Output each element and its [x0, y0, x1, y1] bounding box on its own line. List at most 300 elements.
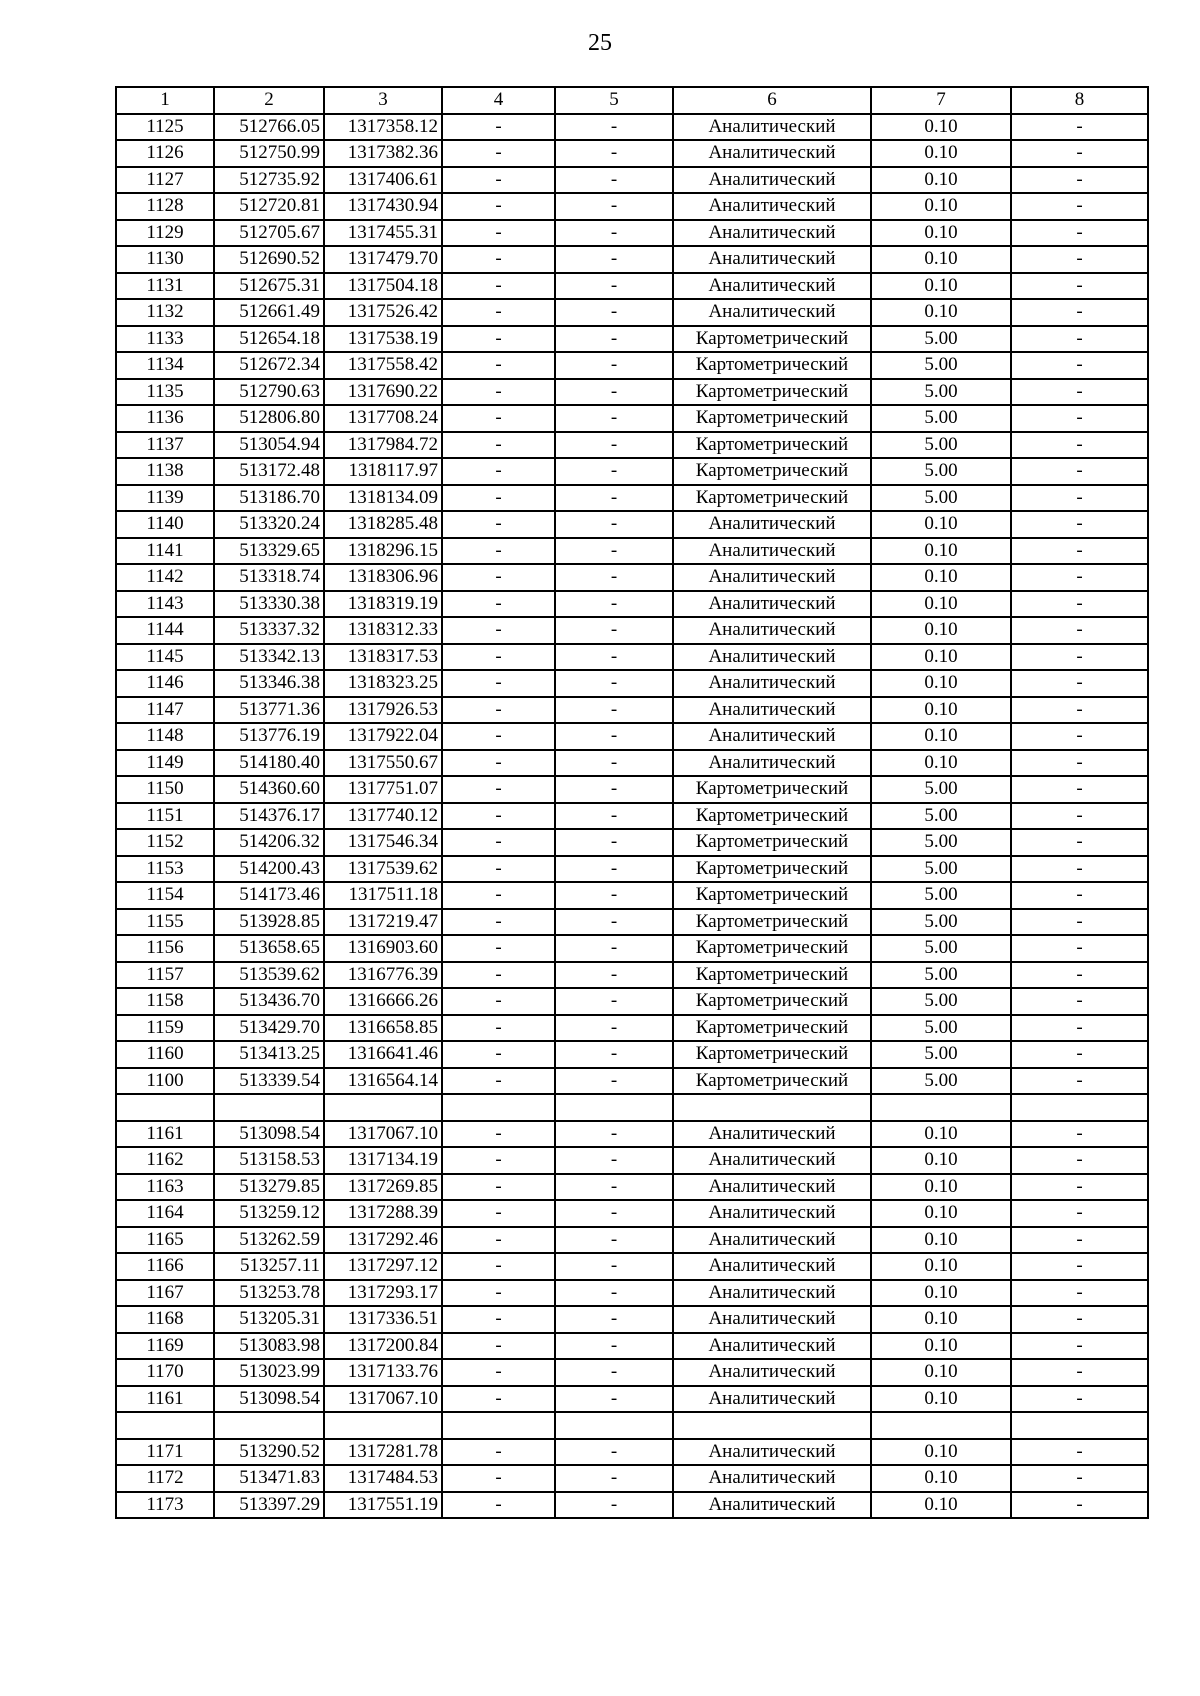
- cell-col8-value: -: [1011, 167, 1148, 194]
- cell-col5-value: -: [555, 909, 673, 936]
- cell-col5-value: -: [555, 273, 673, 300]
- cell-accuracy: 0.10: [871, 511, 1011, 538]
- cell-y-coordinate: 1317526.42: [324, 299, 442, 326]
- table-row: [116, 1068, 1148, 1095]
- cell-col5-value: -: [555, 1306, 673, 1333]
- cell-accuracy: 0.10: [871, 193, 1011, 220]
- cell-accuracy: 0.10: [871, 670, 1011, 697]
- cell-accuracy: 5.00: [871, 432, 1011, 459]
- cell-method: Аналитический: [673, 617, 871, 644]
- cell-point-number: 1164: [116, 1200, 214, 1227]
- cell-point-number: 1136: [116, 405, 214, 432]
- cell-accuracy: 0.10: [871, 697, 1011, 724]
- cell-point-number: [116, 1412, 214, 1439]
- cell-accuracy: 5.00: [871, 1068, 1011, 1095]
- cell-col4-value: [442, 1412, 555, 1439]
- cell-y-coordinate: 1317708.24: [324, 405, 442, 432]
- cell-accuracy: 5.00: [871, 1015, 1011, 1042]
- cell-col4-value: -: [442, 1200, 555, 1227]
- cell-y-coordinate: 1318134.09: [324, 485, 442, 512]
- cell-y-coordinate: 1317067.10: [324, 1386, 442, 1413]
- cell-col4-value: -: [442, 1174, 555, 1201]
- cell-col8-value: -: [1011, 750, 1148, 777]
- cell-method: Картометрический: [673, 352, 871, 379]
- cell-x-coordinate: 514173.46: [214, 882, 324, 909]
- cell-point-number: 1129: [116, 220, 214, 247]
- cell-col8-value: -: [1011, 1015, 1148, 1042]
- cell-x-coordinate: 513023.99: [214, 1359, 324, 1386]
- cell-col4-value: -: [442, 670, 555, 697]
- cell-col8-value: -: [1011, 193, 1148, 220]
- cell-accuracy: 0.10: [871, 723, 1011, 750]
- table-row: [116, 1359, 1148, 1386]
- cell-method: Картометрический: [673, 909, 871, 936]
- cell-method: Аналитический: [673, 167, 871, 194]
- cell-x-coordinate: 512690.52: [214, 246, 324, 273]
- cell-y-coordinate: 1318312.33: [324, 617, 442, 644]
- cell-accuracy: 0.10: [871, 1492, 1011, 1519]
- cell-method: Аналитический: [673, 220, 871, 247]
- cell-col8-value: -: [1011, 114, 1148, 141]
- cell-method: Аналитический: [673, 511, 871, 538]
- cell-col4-value: -: [442, 1227, 555, 1254]
- cell-y-coordinate: 1317504.18: [324, 273, 442, 300]
- cell-col4-value: -: [442, 962, 555, 989]
- cell-y-coordinate: 1317546.34: [324, 829, 442, 856]
- cell-col8-value: -: [1011, 1333, 1148, 1360]
- cell-y-coordinate: 1316776.39: [324, 962, 442, 989]
- cell-x-coordinate: 513337.32: [214, 617, 324, 644]
- cell-col8-value: -: [1011, 803, 1148, 830]
- cell-method: Картометрический: [673, 458, 871, 485]
- cell-x-coordinate: 513098.54: [214, 1386, 324, 1413]
- cell-point-number: 1130: [116, 246, 214, 273]
- cell-point-number: 1142: [116, 564, 214, 591]
- cell-y-coordinate: 1318319.19: [324, 591, 442, 618]
- cell-col8-value: -: [1011, 962, 1148, 989]
- cell-point-number: 1144: [116, 617, 214, 644]
- cell-y-coordinate: 1318306.96: [324, 564, 442, 591]
- cell-col4-value: -: [442, 644, 555, 671]
- cell-method: Картометрический: [673, 962, 871, 989]
- cell-method: Аналитический: [673, 299, 871, 326]
- cell-accuracy: 5.00: [871, 485, 1011, 512]
- cell-point-number: 1149: [116, 750, 214, 777]
- column-header-8: 8: [1011, 87, 1148, 114]
- cell-x-coordinate: 513279.85: [214, 1174, 324, 1201]
- cell-x-coordinate: 513397.29: [214, 1492, 324, 1519]
- cell-point-number: 1161: [116, 1121, 214, 1148]
- cell-col5-value: -: [555, 829, 673, 856]
- cell-col5-value: -: [555, 723, 673, 750]
- cell-col4-value: -: [442, 617, 555, 644]
- cell-y-coordinate: 1317926.53: [324, 697, 442, 724]
- cell-col4-value: -: [442, 432, 555, 459]
- cell-method: Аналитический: [673, 1121, 871, 1148]
- cell-y-coordinate: 1317751.07: [324, 776, 442, 803]
- cell-col8-value: -: [1011, 1253, 1148, 1280]
- cell-y-coordinate: 1318285.48: [324, 511, 442, 538]
- cell-y-coordinate: 1317406.61: [324, 167, 442, 194]
- cell-accuracy: 5.00: [871, 379, 1011, 406]
- cell-x-coordinate: 512766.05: [214, 114, 324, 141]
- cell-col8-value: -: [1011, 1386, 1148, 1413]
- cell-col5-value: -: [555, 776, 673, 803]
- table-row: [116, 617, 1148, 644]
- column-header-4: 4: [442, 87, 555, 114]
- cell-accuracy: 0.10: [871, 591, 1011, 618]
- cell-col4-value: [442, 1094, 555, 1121]
- cell-method: Картометрический: [673, 803, 871, 830]
- cell-x-coordinate: 513330.38: [214, 591, 324, 618]
- table-row: [116, 776, 1148, 803]
- cell-accuracy: 0.10: [871, 644, 1011, 671]
- cell-col8-value: -: [1011, 1359, 1148, 1386]
- cell-col4-value: -: [442, 564, 555, 591]
- cell-accuracy: 0.10: [871, 1200, 1011, 1227]
- cell-point-number: 1100: [116, 1068, 214, 1095]
- cell-method: Аналитический: [673, 697, 871, 724]
- cell-accuracy: 0.10: [871, 564, 1011, 591]
- cell-accuracy: 0.10: [871, 167, 1011, 194]
- cell-y-coordinate: 1317511.18: [324, 882, 442, 909]
- table-row: [116, 1412, 1148, 1439]
- cell-col5-value: -: [555, 1359, 673, 1386]
- cell-col8-value: -: [1011, 1174, 1148, 1201]
- cell-x-coordinate: 513098.54: [214, 1121, 324, 1148]
- cell-col4-value: -: [442, 803, 555, 830]
- cell-accuracy: 0.10: [871, 1147, 1011, 1174]
- cell-col4-value: -: [442, 220, 555, 247]
- table-header-row: [116, 87, 1148, 114]
- cell-col5-value: -: [555, 882, 673, 909]
- cell-y-coordinate: 1317133.76: [324, 1359, 442, 1386]
- cell-col4-value: -: [442, 1280, 555, 1307]
- cell-method: Картометрический: [673, 829, 871, 856]
- cell-method: Аналитический: [673, 114, 871, 141]
- table-row: [116, 670, 1148, 697]
- cell-col5-value: -: [555, 750, 673, 777]
- cell-point-number: 1158: [116, 988, 214, 1015]
- cell-col4-value: -: [442, 1121, 555, 1148]
- table-row: [116, 352, 1148, 379]
- table-row: [116, 1333, 1148, 1360]
- cell-point-number: 1155: [116, 909, 214, 936]
- cell-accuracy: 0.10: [871, 617, 1011, 644]
- cell-x-coordinate: 513205.31: [214, 1306, 324, 1333]
- cell-col8-value: -: [1011, 432, 1148, 459]
- cell-accuracy: 0.10: [871, 1280, 1011, 1307]
- cell-col5-value: -: [555, 140, 673, 167]
- cell-col8-value: -: [1011, 538, 1148, 565]
- cell-accuracy: 5.00: [871, 829, 1011, 856]
- cell-col8-value: -: [1011, 485, 1148, 512]
- cell-col4-value: -: [442, 1015, 555, 1042]
- table-row: [116, 723, 1148, 750]
- cell-accuracy: 5.00: [871, 962, 1011, 989]
- cell-col4-value: -: [442, 458, 555, 485]
- table-row: [116, 167, 1148, 194]
- cell-col4-value: -: [442, 776, 555, 803]
- cell-col5-value: -: [555, 1068, 673, 1095]
- cell-point-number: 1160: [116, 1041, 214, 1068]
- cell-y-coordinate: 1317292.46: [324, 1227, 442, 1254]
- cell-point-number: 1166: [116, 1253, 214, 1280]
- cell-point-number: 1138: [116, 458, 214, 485]
- cell-col4-value: -: [442, 935, 555, 962]
- cell-col4-value: -: [442, 140, 555, 167]
- table-row: [116, 299, 1148, 326]
- cell-col5-value: -: [555, 962, 673, 989]
- cell-point-number: 1128: [116, 193, 214, 220]
- cell-col4-value: -: [442, 352, 555, 379]
- cell-point-number: 1169: [116, 1333, 214, 1360]
- cell-method: Картометрический: [673, 405, 871, 432]
- cell-col5-value: -: [555, 326, 673, 353]
- cell-col5-value: -: [555, 1465, 673, 1492]
- cell-method: Аналитический: [673, 1253, 871, 1280]
- cell-x-coordinate: 514200.43: [214, 856, 324, 883]
- cell-col8-value: -: [1011, 352, 1148, 379]
- cell-method: Аналитический: [673, 644, 871, 671]
- cell-col8-value: -: [1011, 644, 1148, 671]
- cell-y-coordinate: 1317484.53: [324, 1465, 442, 1492]
- cell-col5-value: -: [555, 432, 673, 459]
- cell-x-coordinate: 512750.99: [214, 140, 324, 167]
- table-row: [116, 379, 1148, 406]
- cell-col4-value: -: [442, 1439, 555, 1466]
- cell-col5-value: -: [555, 114, 673, 141]
- cell-x-coordinate: 513776.19: [214, 723, 324, 750]
- table-row: [116, 1200, 1148, 1227]
- cell-col8-value: -: [1011, 882, 1148, 909]
- cell-x-coordinate: 513320.24: [214, 511, 324, 538]
- cell-accuracy: 5.00: [871, 935, 1011, 962]
- table-row: [116, 538, 1148, 565]
- cell-accuracy: 0.10: [871, 220, 1011, 247]
- cell-col8-value: -: [1011, 909, 1148, 936]
- cell-accuracy: 0.10: [871, 114, 1011, 141]
- cell-col8-value: -: [1011, 1492, 1148, 1519]
- table-row: [116, 432, 1148, 459]
- cell-accuracy: 5.00: [871, 882, 1011, 909]
- column-header-1: 1: [116, 87, 214, 114]
- cell-col5-value: -: [555, 564, 673, 591]
- cell-x-coordinate: 513257.11: [214, 1253, 324, 1280]
- cell-y-coordinate: 1318317.53: [324, 644, 442, 671]
- cell-method: Аналитический: [673, 750, 871, 777]
- cell-y-coordinate: 1317538.19: [324, 326, 442, 353]
- cell-method: Картометрический: [673, 432, 871, 459]
- cell-col4-value: -: [442, 299, 555, 326]
- cell-y-coordinate: 1317288.39: [324, 1200, 442, 1227]
- cell-col8-value: -: [1011, 273, 1148, 300]
- cell-col4-value: -: [442, 1068, 555, 1095]
- column-header-3: 3: [324, 87, 442, 114]
- cell-col8-value: -: [1011, 1121, 1148, 1148]
- table-row: [116, 988, 1148, 1015]
- cell-col8-value: -: [1011, 1306, 1148, 1333]
- cell-col5-value: -: [555, 1253, 673, 1280]
- cell-y-coordinate: 1317067.10: [324, 1121, 442, 1148]
- table-row: [116, 1465, 1148, 1492]
- cell-point-number: 1140: [116, 511, 214, 538]
- cell-point-number: 1159: [116, 1015, 214, 1042]
- cell-point-number: 1132: [116, 299, 214, 326]
- cell-col8-value: -: [1011, 591, 1148, 618]
- cell-col5-value: -: [555, 670, 673, 697]
- cell-col5-value: -: [555, 220, 673, 247]
- cell-point-number: 1171: [116, 1439, 214, 1466]
- cell-col5-value: -: [555, 511, 673, 538]
- cell-col5-value: -: [555, 405, 673, 432]
- cell-x-coordinate: 513054.94: [214, 432, 324, 459]
- table-row: [116, 511, 1148, 538]
- cell-col8-value: -: [1011, 564, 1148, 591]
- cell-y-coordinate: 1317358.12: [324, 114, 442, 141]
- cell-y-coordinate: 1317690.22: [324, 379, 442, 406]
- cell-x-coordinate: 513262.59: [214, 1227, 324, 1254]
- cell-point-number: 1135: [116, 379, 214, 406]
- cell-y-coordinate: 1316666.26: [324, 988, 442, 1015]
- cell-accuracy: 0.10: [871, 299, 1011, 326]
- cell-col5-value: -: [555, 1280, 673, 1307]
- cell-y-coordinate: 1316641.46: [324, 1041, 442, 1068]
- table-row: [116, 405, 1148, 432]
- cell-y-coordinate: [324, 1412, 442, 1439]
- cell-point-number: 1147: [116, 697, 214, 724]
- cell-y-coordinate: 1317550.67: [324, 750, 442, 777]
- cell-point-number: 1163: [116, 1174, 214, 1201]
- column-header-5: 5: [555, 87, 673, 114]
- cell-y-coordinate: 1317336.51: [324, 1306, 442, 1333]
- cell-method: Аналитический: [673, 670, 871, 697]
- table-row: [116, 1094, 1148, 1121]
- table-row: [116, 246, 1148, 273]
- cell-col4-value: -: [442, 829, 555, 856]
- cell-x-coordinate: 513158.53: [214, 1147, 324, 1174]
- cell-x-coordinate: 513083.98: [214, 1333, 324, 1360]
- table-row: [116, 644, 1148, 671]
- cell-method: Аналитический: [673, 1359, 871, 1386]
- cell-col8-value: -: [1011, 1200, 1148, 1227]
- cell-point-number: 1173: [116, 1492, 214, 1519]
- cell-accuracy: 0.10: [871, 1306, 1011, 1333]
- cell-accuracy: 5.00: [871, 352, 1011, 379]
- cell-point-number: 1133: [116, 326, 214, 353]
- cell-x-coordinate: 512705.67: [214, 220, 324, 247]
- cell-col8-value: -: [1011, 723, 1148, 750]
- cell-col8-value: -: [1011, 988, 1148, 1015]
- cell-y-coordinate: 1317281.78: [324, 1439, 442, 1466]
- cell-method: Аналитический: [673, 193, 871, 220]
- cell-accuracy: 5.00: [871, 405, 1011, 432]
- cell-method: Аналитический: [673, 246, 871, 273]
- cell-y-coordinate: 1317134.19: [324, 1147, 442, 1174]
- cell-x-coordinate: 513928.85: [214, 909, 324, 936]
- cell-col4-value: -: [442, 405, 555, 432]
- cell-col8-value: -: [1011, 299, 1148, 326]
- cell-col4-value: -: [442, 538, 555, 565]
- table-row: [116, 935, 1148, 962]
- cell-col4-value: -: [442, 1306, 555, 1333]
- cell-y-coordinate: 1318296.15: [324, 538, 442, 565]
- cell-col4-value: -: [442, 1359, 555, 1386]
- table-row: [116, 114, 1148, 141]
- cell-col8-value: -: [1011, 1280, 1148, 1307]
- cell-col8-value: -: [1011, 617, 1148, 644]
- cell-method: Картометрический: [673, 776, 871, 803]
- cell-col5-value: -: [555, 935, 673, 962]
- cell-col4-value: -: [442, 167, 555, 194]
- cell-method: [673, 1094, 871, 1121]
- cell-col4-value: -: [442, 379, 555, 406]
- cell-col4-value: -: [442, 750, 555, 777]
- cell-col5-value: -: [555, 458, 673, 485]
- cell-col5-value: -: [555, 1439, 673, 1466]
- cell-col8-value: -: [1011, 246, 1148, 273]
- cell-col5-value: -: [555, 1041, 673, 1068]
- cell-col5-value: -: [555, 1386, 673, 1413]
- cell-col5-value: -: [555, 697, 673, 724]
- cell-col8-value: -: [1011, 1041, 1148, 1068]
- cell-col4-value: -: [442, 591, 555, 618]
- cell-y-coordinate: 1317382.36: [324, 140, 442, 167]
- cell-x-coordinate: 512661.49: [214, 299, 324, 326]
- table-row: [116, 326, 1148, 353]
- cell-col8-value: -: [1011, 220, 1148, 247]
- cell-col8-value: -: [1011, 1465, 1148, 1492]
- cell-col8-value: -: [1011, 1227, 1148, 1254]
- cell-col5-value: -: [555, 1015, 673, 1042]
- cell-point-number: 1150: [116, 776, 214, 803]
- table-row: [116, 1041, 1148, 1068]
- cell-col8-value: -: [1011, 326, 1148, 353]
- cell-point-number: 1143: [116, 591, 214, 618]
- table-row: [116, 193, 1148, 220]
- cell-col4-value: -: [442, 856, 555, 883]
- cell-col8-value: -: [1011, 1068, 1148, 1095]
- cell-point-number: 1139: [116, 485, 214, 512]
- cell-y-coordinate: 1316658.85: [324, 1015, 442, 1042]
- cell-col8-value: -: [1011, 776, 1148, 803]
- cell-col8-value: -: [1011, 405, 1148, 432]
- cell-point-number: 1131: [116, 273, 214, 300]
- cell-accuracy: 0.10: [871, 1333, 1011, 1360]
- cell-col4-value: -: [442, 114, 555, 141]
- cell-col4-value: -: [442, 1147, 555, 1174]
- cell-point-number: 1170: [116, 1359, 214, 1386]
- table-row: [116, 1227, 1148, 1254]
- table-row: [116, 962, 1148, 989]
- cell-point-number: 1126: [116, 140, 214, 167]
- table-row: [116, 882, 1148, 909]
- cell-point-number: 1137: [116, 432, 214, 459]
- cell-y-coordinate: 1317539.62: [324, 856, 442, 883]
- cell-col8-value: -: [1011, 511, 1148, 538]
- cell-accuracy: 0.10: [871, 246, 1011, 273]
- cell-x-coordinate: 513342.13: [214, 644, 324, 671]
- cell-col5-value: -: [555, 1174, 673, 1201]
- table-row: [116, 856, 1148, 883]
- column-header-6: 6: [673, 87, 871, 114]
- cell-col8-value: -: [1011, 856, 1148, 883]
- cell-col5-value: -: [555, 352, 673, 379]
- column-header-7: 7: [871, 87, 1011, 114]
- cell-method: Аналитический: [673, 591, 871, 618]
- cell-y-coordinate: 1317984.72: [324, 432, 442, 459]
- cell-point-number: 1141: [116, 538, 214, 565]
